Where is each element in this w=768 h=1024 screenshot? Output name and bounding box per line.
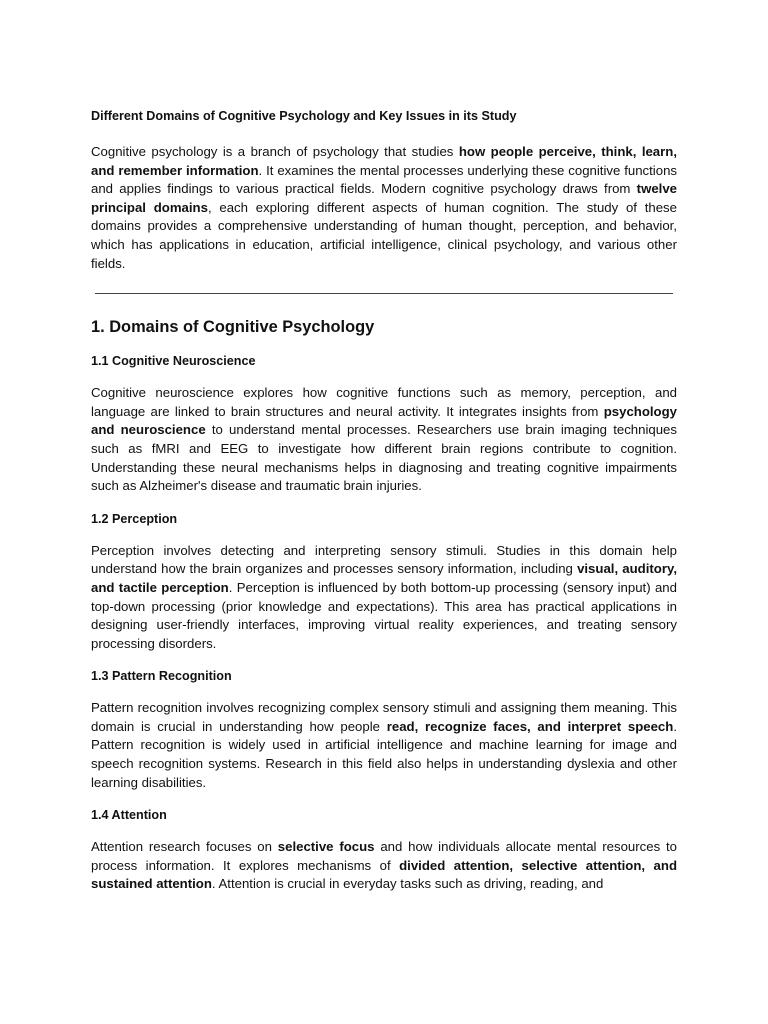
subsection-heading-pattern-recognition: 1.3 Pattern Recognition xyxy=(91,669,232,684)
intro-bold-2: twelve principal domains xyxy=(91,181,677,215)
paragraph-perception xyxy=(91,542,677,654)
intro-bold-1: how people perceive, think, learn, and remember information xyxy=(91,144,677,178)
paragraph-text: . Attention is crucial in everyday tasks such as driving, reading, and xyxy=(211,876,604,892)
intro-paragraph xyxy=(91,143,677,273)
paragraph-text: to understand mental processes. Researchers use brain imaging techniques such as fMRI and EEG to investigate how different brain regions contribute to cognition. Understanding these neural mechanisms helps in diagnosing and treating cognitive impairments such as Alzheimer's disease and traumatic brain injuries. xyxy=(91,422,677,494)
paragraph-bold: read, recognize faces, and interpret speech xyxy=(386,718,674,734)
paragraph-text: Pattern recognition involves recognizing complex sensory stimuli and assigning them meaning. This domain is crucial in understanding how people xyxy=(91,700,677,734)
paragraph-bold: psychology and neuroscience xyxy=(91,403,677,438)
intro-text-3: , each exploring different aspects of human cognition. The study of these domains provides a comprehensive understanding of human thought, perception, and behavior, which has applications in education, artificial intelligence, clinical psychology, and various other fields. xyxy=(91,199,677,271)
paragraph-text: Cognitive neuroscience explores how cognitive functions such as memory, perception, and language are linked to brain structures and neural activity. It integrates insights from xyxy=(91,385,677,419)
paragraph-pattern-recognition xyxy=(91,699,677,792)
paragraph-bold: divided attention, selective attention, and sustained attention xyxy=(91,857,678,892)
paragraph-attention xyxy=(91,838,677,894)
subsection-heading-perception: 1.2 Perception xyxy=(91,511,178,526)
document-page xyxy=(91,107,677,908)
horizontal-divider xyxy=(95,293,673,294)
intro-text-1: Cognitive psychology is a branch of psychology that studies xyxy=(91,144,459,159)
subsection-heading-attention: 1.4 Attention xyxy=(91,808,167,823)
paragraph-cognitive-neuroscience xyxy=(91,384,677,496)
paragraph-bold: visual, auditory, and tactile perception xyxy=(91,561,677,595)
section-heading: 1. Domains of Cognitive Psychology xyxy=(91,318,375,337)
intro-text-2: . It examines the mental processes underlying these cognitive functions and applies findings to various practical fields. Modern cognitive psychology draws from xyxy=(91,162,677,197)
paragraph-bold: selective focus xyxy=(277,839,375,855)
subsection-heading-cognitive-neuroscience: 1.1 Cognitive Neuroscience xyxy=(91,354,256,369)
document-title: Different Domains of Cognitive Psychology and Key Issues in its Study xyxy=(91,109,517,123)
paragraph-text: . Pattern recognition is widely used in artificial intelligence and machine learning for image and speech recognition systems. Research in this field also helps in understanding dyslexia and other learning disabilities. xyxy=(91,718,677,790)
paragraph-text: Perception involves detecting and interpreting sensory stimuli. Studies in this domain help understand how the brain organizes and processes sensory information, including xyxy=(91,542,677,577)
paragraph-text: and how individuals allocate mental resources to process information. It explores mechanisms of xyxy=(91,839,678,873)
paragraph-text: . Perception is influenced by both bottom-up processing (sensory input) and top-down processing (prior knowledge and expectations). This area has practical applications in designing user-friendly interfaces, improving virtual reality experiences, and treating sensory processing disorders. xyxy=(91,579,677,651)
paragraph-text: Attention research focuses on xyxy=(91,839,278,855)
